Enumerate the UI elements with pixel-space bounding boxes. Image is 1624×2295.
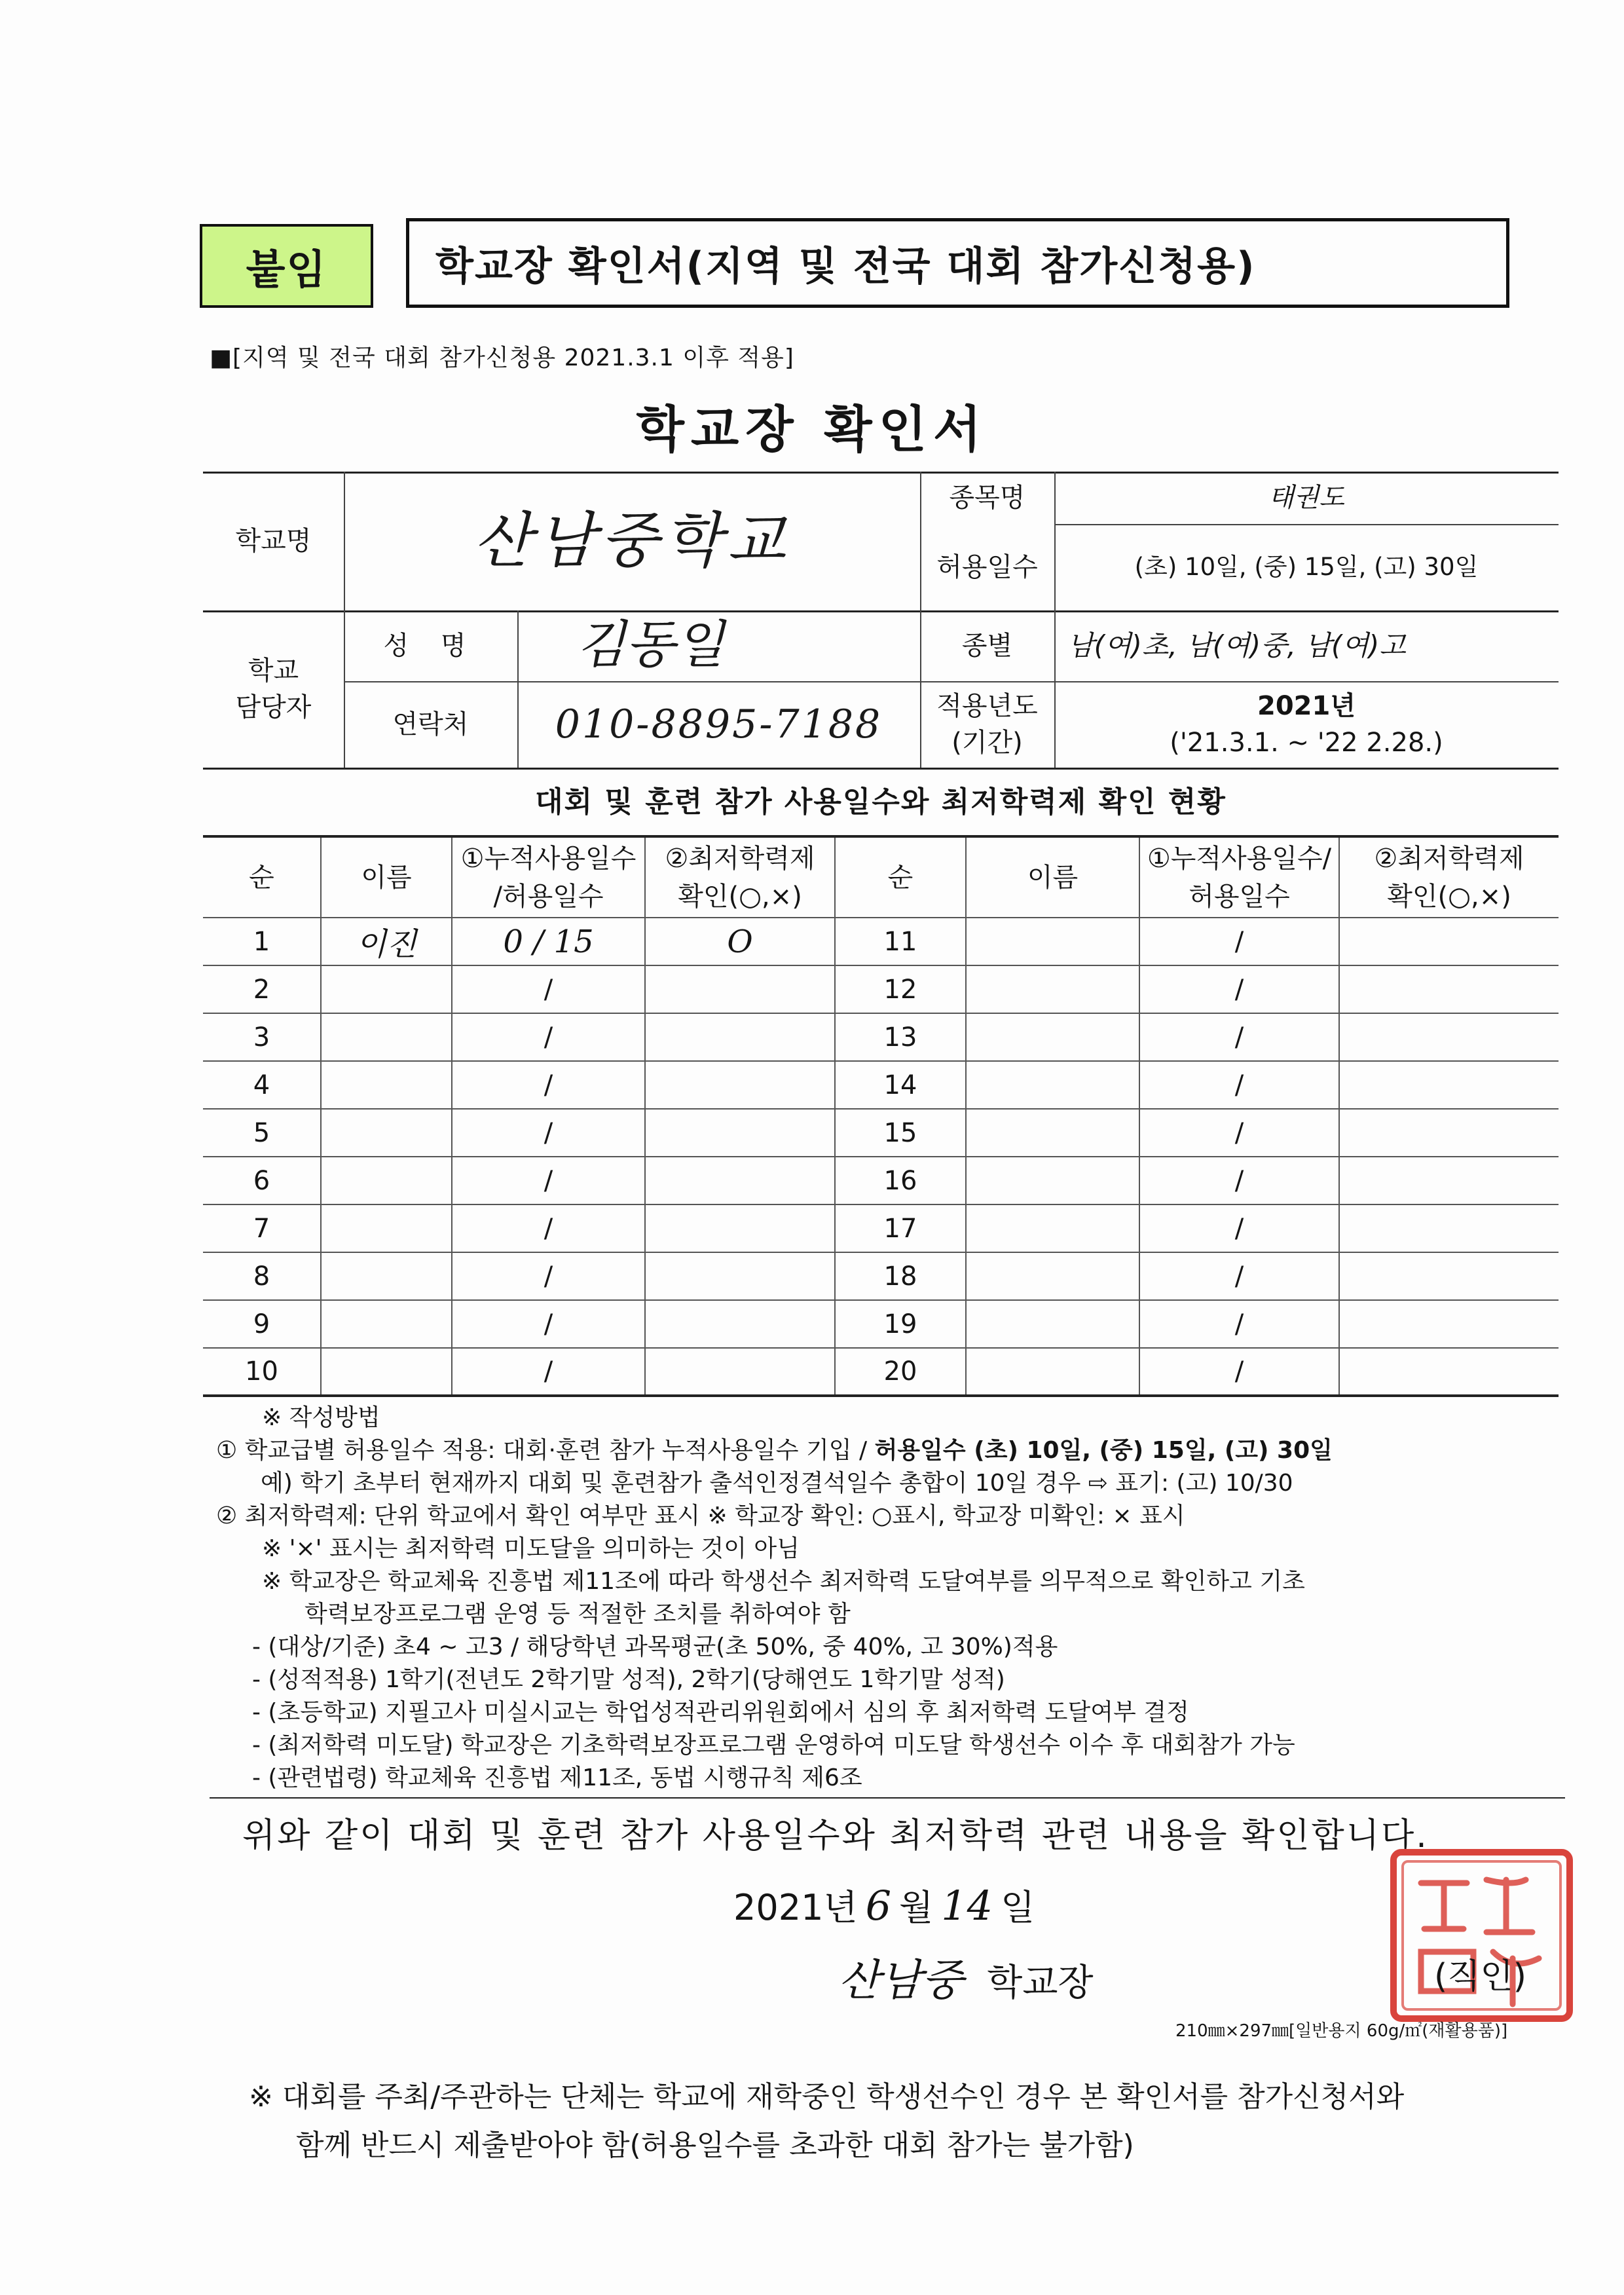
year-value-year: 2021년	[1257, 691, 1356, 721]
row-number: 9	[203, 1300, 321, 1348]
year-label-line1: 적용년도	[936, 691, 1038, 721]
col-check-right-line2: 확인(○,×)	[1387, 881, 1511, 912]
days-used: /	[1139, 1348, 1339, 1396]
athlete-name	[966, 1061, 1139, 1109]
method-item-1-text: ① 학교급별 허용일수 적용: 대회·훈련 참가 누적사용일수 기입 /	[216, 1437, 875, 1464]
athlete-name	[966, 1013, 1139, 1061]
athlete-name	[321, 1061, 452, 1109]
year-label-line2: (기간)	[951, 728, 1023, 758]
writing-method-section	[216, 1402, 1578, 1795]
athlete-name	[321, 1204, 452, 1252]
method-note-1: ※ '×' 표시는 최저학력 미도달을 의미하는 것이 아님	[262, 1535, 800, 1562]
seal-label: (직인)	[1434, 1957, 1527, 1996]
form-title-box: 학교장 확인서(지역 및 전국 대회 참가신청용)	[406, 218, 1509, 308]
academic-check	[1339, 1252, 1559, 1300]
date-month: 6	[865, 1882, 892, 1930]
method-item-1-example: 예) 학기 초부터 현재까지 대회 및 훈련참가 출석인정결석일수 총합이 10일 경우 ⇨ 표기: (고) 10/30	[261, 1470, 1293, 1497]
academic-check	[1339, 1348, 1559, 1396]
days-used: /	[1139, 1252, 1339, 1300]
method-note-2: ※ 학교장은 학교체육 진흥법 제11조에 따라 학생선수 최저학력 도달여부를 의무적으로 확인하고 기초	[262, 1568, 1305, 1595]
footer-note-line1: ※ 대회를 주최/주관하는 단체는 학교에 재학중인 학생선수인 경우 본 확인서를 참가신청서와	[249, 2080, 1405, 2114]
academic-check	[645, 1109, 835, 1157]
days-used: /	[452, 965, 645, 1013]
col-days-right-line1: ①누적사용일수/	[1147, 843, 1332, 874]
col-no-right: 순	[835, 836, 966, 918]
document-title: 학교장 확인서	[636, 400, 988, 458]
academic-check	[1339, 965, 1559, 1013]
footer-note	[249, 2073, 1404, 2170]
staff-label	[203, 610, 344, 768]
row-number: 19	[835, 1300, 966, 1348]
athlete-name	[966, 1348, 1139, 1396]
col-days-left-line2: /허용일수	[493, 881, 604, 912]
academic-check: O	[645, 918, 835, 965]
method-dash-3: - (초등학교) 지필고사 미실시교는 학업성적관리위원회에서 심의 후 최저학력 도달여부 결정	[252, 1699, 1189, 1726]
method-dash-2: - (성적적용) 1학기(전년도 2학기말 성적), 2학기(당해연도 1학기말 성적)	[252, 1666, 1005, 1693]
row-number: 6	[203, 1157, 321, 1204]
days-used: /	[1139, 1204, 1339, 1252]
table-row	[203, 965, 1559, 1013]
row-number: 11	[835, 918, 966, 965]
col-check-left-line1: ②최저학력제	[665, 843, 815, 874]
academic-check	[1339, 1109, 1559, 1157]
col-check-right-line1: ②최저학력제	[1374, 843, 1524, 874]
academic-check	[1339, 918, 1559, 965]
days-used: /	[452, 1109, 645, 1157]
days-used: 0 / 15	[452, 918, 645, 965]
col-name-left: 이름	[321, 836, 452, 918]
year-value	[1054, 681, 1559, 768]
allowed-days-label: 허용일수	[936, 552, 1038, 582]
athlete-name	[966, 965, 1139, 1013]
academic-check	[645, 1252, 835, 1300]
row-number: 4	[203, 1061, 321, 1109]
row-number: 1	[203, 918, 321, 965]
status-section-title: 대회 및 훈련 참가 사용일수와 최저학력제 확인 현황	[535, 785, 1227, 819]
athlete-name	[321, 1157, 452, 1204]
days-used: /	[452, 1157, 645, 1204]
school-name-label: 학교명	[235, 526, 312, 556]
date-year: 2021년	[733, 1887, 858, 1928]
method-item-1-bold: 허용일수 (초) 10일, (중) 15일, (고) 30일	[874, 1437, 1333, 1464]
table-row	[203, 1300, 1559, 1348]
days-used: /	[452, 1252, 645, 1300]
table-row	[203, 1252, 1559, 1300]
principal-label: 학교장	[987, 1962, 1094, 2004]
row-number: 16	[835, 1157, 966, 1204]
col-no-left: 순	[203, 836, 321, 918]
days-used: /	[1139, 918, 1339, 965]
row-number: 5	[203, 1109, 321, 1157]
row-number: 2	[203, 965, 321, 1013]
table-row	[203, 1348, 1559, 1396]
sport-label: 종목명	[949, 483, 1025, 513]
row-number: 3	[203, 1013, 321, 1061]
academic-check	[645, 1300, 835, 1348]
status-table-body	[203, 918, 1559, 1396]
days-used: /	[452, 1061, 645, 1109]
name-label: 성 명	[383, 631, 478, 661]
academic-check	[645, 1348, 835, 1396]
method-dash-1: - (대상/기준) 초4 ~ 고3 / 해당학년 과목평균(초 50%, 중 40%, 고 30%)적용	[252, 1633, 1058, 1660]
athlete-name	[321, 1300, 452, 1348]
athlete-name: 이진	[321, 918, 452, 965]
row-number: 7	[203, 1204, 321, 1252]
days-used: /	[1139, 1061, 1339, 1109]
row-number: 15	[835, 1109, 966, 1157]
athlete-name	[321, 1109, 452, 1157]
academic-check	[645, 1061, 835, 1109]
col-check-right	[1339, 836, 1559, 918]
table-row	[203, 1061, 1559, 1109]
category-label: 종별	[961, 631, 1013, 661]
status-table	[203, 835, 1559, 1397]
contact-value: 010-8895-7188	[555, 701, 883, 747]
date-month-unit: 월	[899, 1887, 934, 1928]
academic-check	[645, 1204, 835, 1252]
method-dash-4: - (최저학력 미도달) 학교장은 기초학력보장프로그램 운영하여 미도달 학생선수 이수 후 대회참가 가능	[252, 1732, 1295, 1759]
table-row	[203, 1013, 1559, 1061]
apply-note: ■[지역 및 전국 대회 참가신청용 2021.3.1 이후 적용]	[210, 345, 794, 371]
col-name-right: 이름	[966, 836, 1139, 918]
days-used: /	[452, 1204, 645, 1252]
confirmation-date	[733, 1880, 1035, 1930]
staff-label-line2: 담당자	[235, 692, 312, 722]
allowed-days-value: (초) 10일, (중) 15일, (고) 30일	[1134, 553, 1479, 582]
athlete-name	[321, 1013, 452, 1061]
athlete-name	[966, 1157, 1139, 1204]
days-used: /	[1139, 1157, 1339, 1204]
row-number: 10	[203, 1348, 321, 1396]
days-used: /	[1139, 1013, 1339, 1061]
category-value: 남(여)초, 남(여)중, 남(여)고	[1067, 629, 1406, 662]
method-heading: ※ 작성방법	[262, 1404, 380, 1431]
academic-check	[1339, 1204, 1559, 1252]
academic-check	[1339, 1157, 1559, 1204]
row-number: 13	[835, 1013, 966, 1061]
academic-check	[645, 1013, 835, 1061]
academic-check	[1339, 1013, 1559, 1061]
athlete-name	[321, 965, 452, 1013]
col-days-left-line1: ①누적사용일수	[460, 843, 637, 874]
year-value-period: ('21.3.1. ~ '22 2.28.)	[1170, 728, 1443, 758]
method-dash-5: - (관련법령) 학교체육 진흥법 제11조, 동법 시행규칙 제6조	[252, 1764, 862, 1791]
row-number: 8	[203, 1252, 321, 1300]
table-row	[203, 1204, 1559, 1252]
col-check-left-line2: 확인(○,×)	[678, 881, 802, 912]
table-row	[203, 1109, 1559, 1157]
academic-check	[645, 965, 835, 1013]
staff-label-line1: 학교	[248, 656, 299, 686]
days-used: /	[1139, 1109, 1339, 1157]
athlete-name	[966, 1109, 1139, 1157]
method-item-2: ② 최저학력제: 단위 학교에서 확인 여부만 표시 ※ 학교장 확인: ○표시, 학교장 미확인: × 표시	[216, 1502, 1185, 1529]
school-name-value: 산남중학교	[473, 505, 791, 576]
year-label	[920, 681, 1054, 768]
sport-value: 태권도	[1268, 483, 1344, 513]
col-check-left	[645, 836, 835, 918]
days-used: /	[1139, 965, 1339, 1013]
athlete-name	[966, 1252, 1139, 1300]
days-used: /	[452, 1300, 645, 1348]
col-days-right-line2: 허용일수	[1189, 881, 1290, 912]
row-number: 14	[835, 1061, 966, 1109]
date-day: 14	[941, 1882, 993, 1930]
academic-check	[645, 1157, 835, 1204]
athlete-name	[321, 1348, 452, 1396]
school-signature: 산남중	[838, 1955, 964, 2006]
row-number: 12	[835, 965, 966, 1013]
principal-signature-line	[838, 1945, 1094, 2007]
method-item-1	[216, 1434, 1578, 1467]
academic-check	[1339, 1300, 1559, 1348]
footer-note-line2: 함께 반드시 제출받아야 함(허용일수를 초과한 대회 참가는 불가함)	[296, 2129, 1134, 2162]
confirmation-statement: 위와 같이 대회 및 훈련 참가 사용일수와 최저학력 관련 내용을 확인합니다.	[242, 1816, 1429, 1856]
days-used: /	[1139, 1300, 1339, 1348]
table-row	[203, 1157, 1559, 1204]
method-note-2-cont: 학력보장프로그램 운영 등 적절한 조치를 취하여야 함	[304, 1601, 851, 1628]
athlete-name	[966, 1204, 1139, 1252]
row-number: 18	[835, 1252, 966, 1300]
athlete-name	[321, 1252, 452, 1300]
athlete-name	[966, 1300, 1139, 1348]
col-days-right	[1139, 836, 1339, 918]
name-value: 김동일	[576, 616, 725, 675]
paper-spec: 210㎜×297㎜[일반용지 60g/㎡(재활용품)]	[1175, 2021, 1508, 2041]
academic-check	[1339, 1061, 1559, 1109]
athlete-name	[966, 918, 1139, 965]
days-used: /	[452, 1013, 645, 1061]
row-number: 20	[835, 1348, 966, 1396]
days-used: /	[452, 1348, 645, 1396]
contact-label: 연락처	[392, 709, 469, 739]
attachment-badge: 붙임	[200, 224, 373, 308]
status-header-row	[203, 836, 1559, 918]
col-days-left	[452, 836, 645, 918]
table-row	[203, 918, 1559, 965]
row-number: 17	[835, 1204, 966, 1252]
date-day-unit: 일	[1001, 1887, 1035, 1928]
